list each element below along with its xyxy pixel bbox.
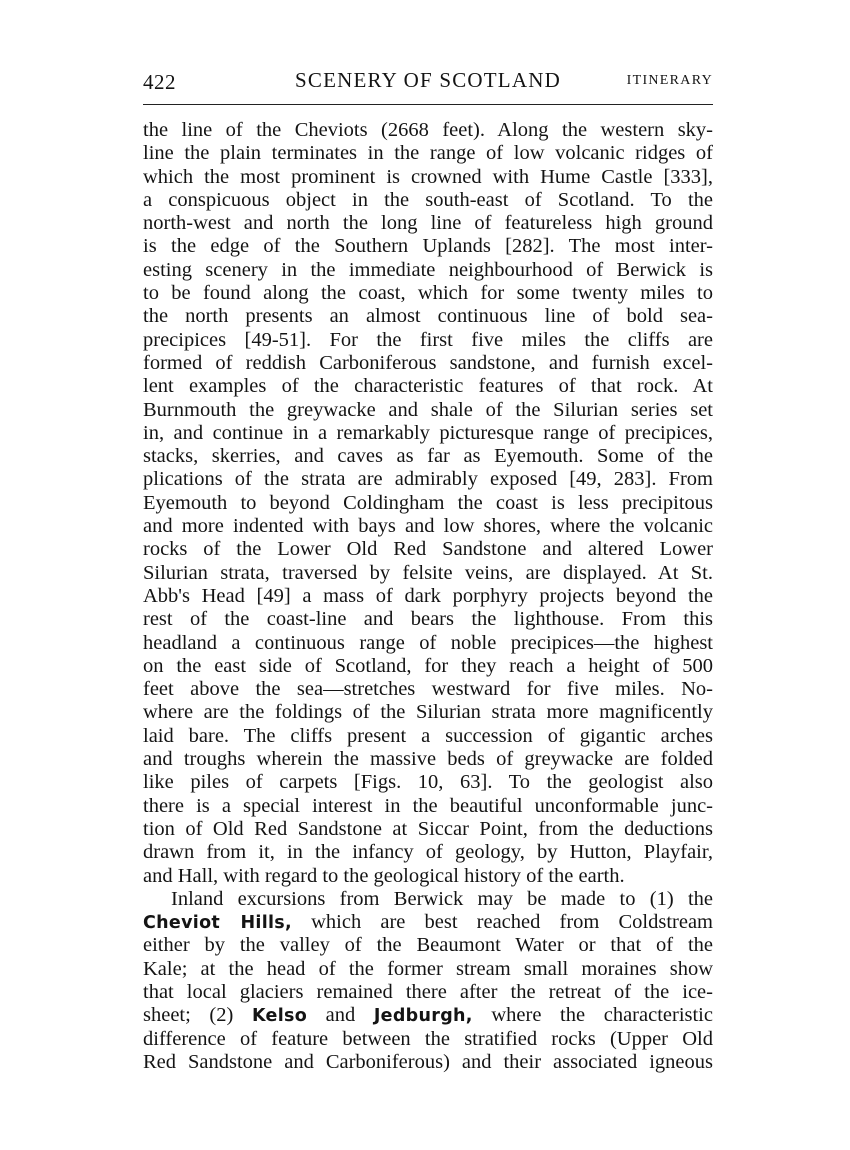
text-line [143, 911, 713, 934]
paragraph-inland-excursions [143, 888, 713, 1074]
bold-term-cheviot-hills: Cheviot Hills, [143, 913, 292, 934]
text-line: that local glaciers remained there after the retreat of the ice- [143, 980, 713, 1003]
text-line: in, and continue in a remarkably picturesque range of precipices, [143, 421, 713, 444]
text-line: and troughs wherein the massive beds of greywacke are folded [143, 748, 713, 771]
text-line: and Hall, with regard to the geological history of the earth. [143, 864, 625, 887]
bold-term-kelso: Kelso [251, 1006, 308, 1027]
body-text [143, 119, 713, 1074]
text-line: drawn from it, in the infancy of geology, by Hutton, Playfair, [143, 841, 713, 864]
text-line: the north presents an almost continuous line of bold sea- [143, 305, 713, 328]
text-line [143, 1004, 713, 1027]
text-line: there is a special interest in the beautiful unconformable junc- [143, 794, 713, 817]
text-line: on the east side of Scotland, for they reach a height of 500 [143, 654, 713, 677]
text-line: tion of Old Red Sandstone at Siccar Point, from the deductions [143, 817, 713, 840]
text-line: feet above the sea—stretches westward for five miles. No- [143, 678, 713, 701]
text-line: where are the foldings of the Silurian strata more magnificently [143, 701, 713, 724]
text-line: which the most prominent is crowned with Hume Castle [333], [143, 165, 713, 188]
text-line: headland a continuous range of noble precipices—the highest [143, 631, 713, 654]
text-run: and [307, 1004, 374, 1027]
header-rule [143, 104, 713, 105]
text-line: lent examples of the characteristic features of that rock. At [143, 375, 713, 398]
text-line: the line of the Cheviots (2668 feet). Along the western sky- [143, 119, 713, 141]
running-title: SCENERY OF SCOTLAND [295, 68, 561, 92]
text-line: Silurian strata, traversed by felsite veins, are displayed. At St. [143, 561, 713, 584]
text-run: sheet; (2) [143, 1004, 252, 1027]
paragraph [143, 119, 713, 888]
text-line: to be found along the coast, which for some twenty miles to [143, 282, 713, 305]
text-line: precipices [49-51]. For the first five miles the cliffs are [143, 328, 713, 351]
text-line: Red Sandstone and Carboniferous) and their associated igneous [143, 1050, 713, 1073]
text-line: Inland excursions from Berwick may be made to (1) the [171, 887, 713, 910]
running-head [143, 70, 713, 96]
text-line: rocks of the Lower Old Red Sandstone and altered Lower [143, 538, 713, 561]
text-line: line the plain terminates in the range of low volcanic ridges of [143, 142, 713, 165]
text-line: formed of reddish Carboniferous sandstone, and furnish excel- [143, 351, 713, 374]
text-line: laid bare. The cliffs present a succession of gigantic arches [143, 724, 713, 747]
text-line: Kale; at the head of the former stream small moraines show [143, 957, 713, 980]
text-line: a conspicuous object in the south-east of Scotland. To the [143, 188, 713, 211]
text-line: is the edge of the Southern Uplands [282]. The most inter- [143, 235, 713, 258]
text-run: which are best reached from Coldstream [291, 911, 714, 934]
text-line: plications of the strata are admirably exposed [49, 283]. From [143, 468, 713, 491]
section-label: ITINERARY [626, 73, 713, 88]
text-run: where the characteristic [472, 1004, 713, 1027]
page-number: 422 [143, 70, 176, 94]
text-line: Abb's Head [49] a mass of dark porphyry projects beyond the [143, 584, 713, 607]
text-line: esting scenery in the immediate neighbourhood of Berwick is [143, 258, 713, 281]
text-line: Burnmouth the greywacke and shale of the Silurian series set [143, 398, 713, 421]
text-line: like piles of carpets [Figs. 10, 63]. To the geologist also [143, 771, 713, 794]
text-line: difference of feature between the stratified rocks (Upper Old [143, 1027, 713, 1050]
text-line: north-west and north the long line of featureless high ground [143, 212, 713, 235]
text-line: stacks, skerries, and caves as far as Eyemouth. Some of the [143, 445, 713, 468]
text-line: and more indented with bays and low shores, where the volcanic [143, 515, 713, 538]
bold-term-jedburgh: Jedburgh, [373, 1006, 473, 1027]
text-line: Eyemouth to beyond Coldingham the coast is less precipitous [143, 491, 713, 514]
text-line: rest of the coast-line and bears the lighthouse. From this [143, 608, 713, 631]
text-line: either by the valley of the Beaumont Water or that of the [143, 934, 713, 957]
